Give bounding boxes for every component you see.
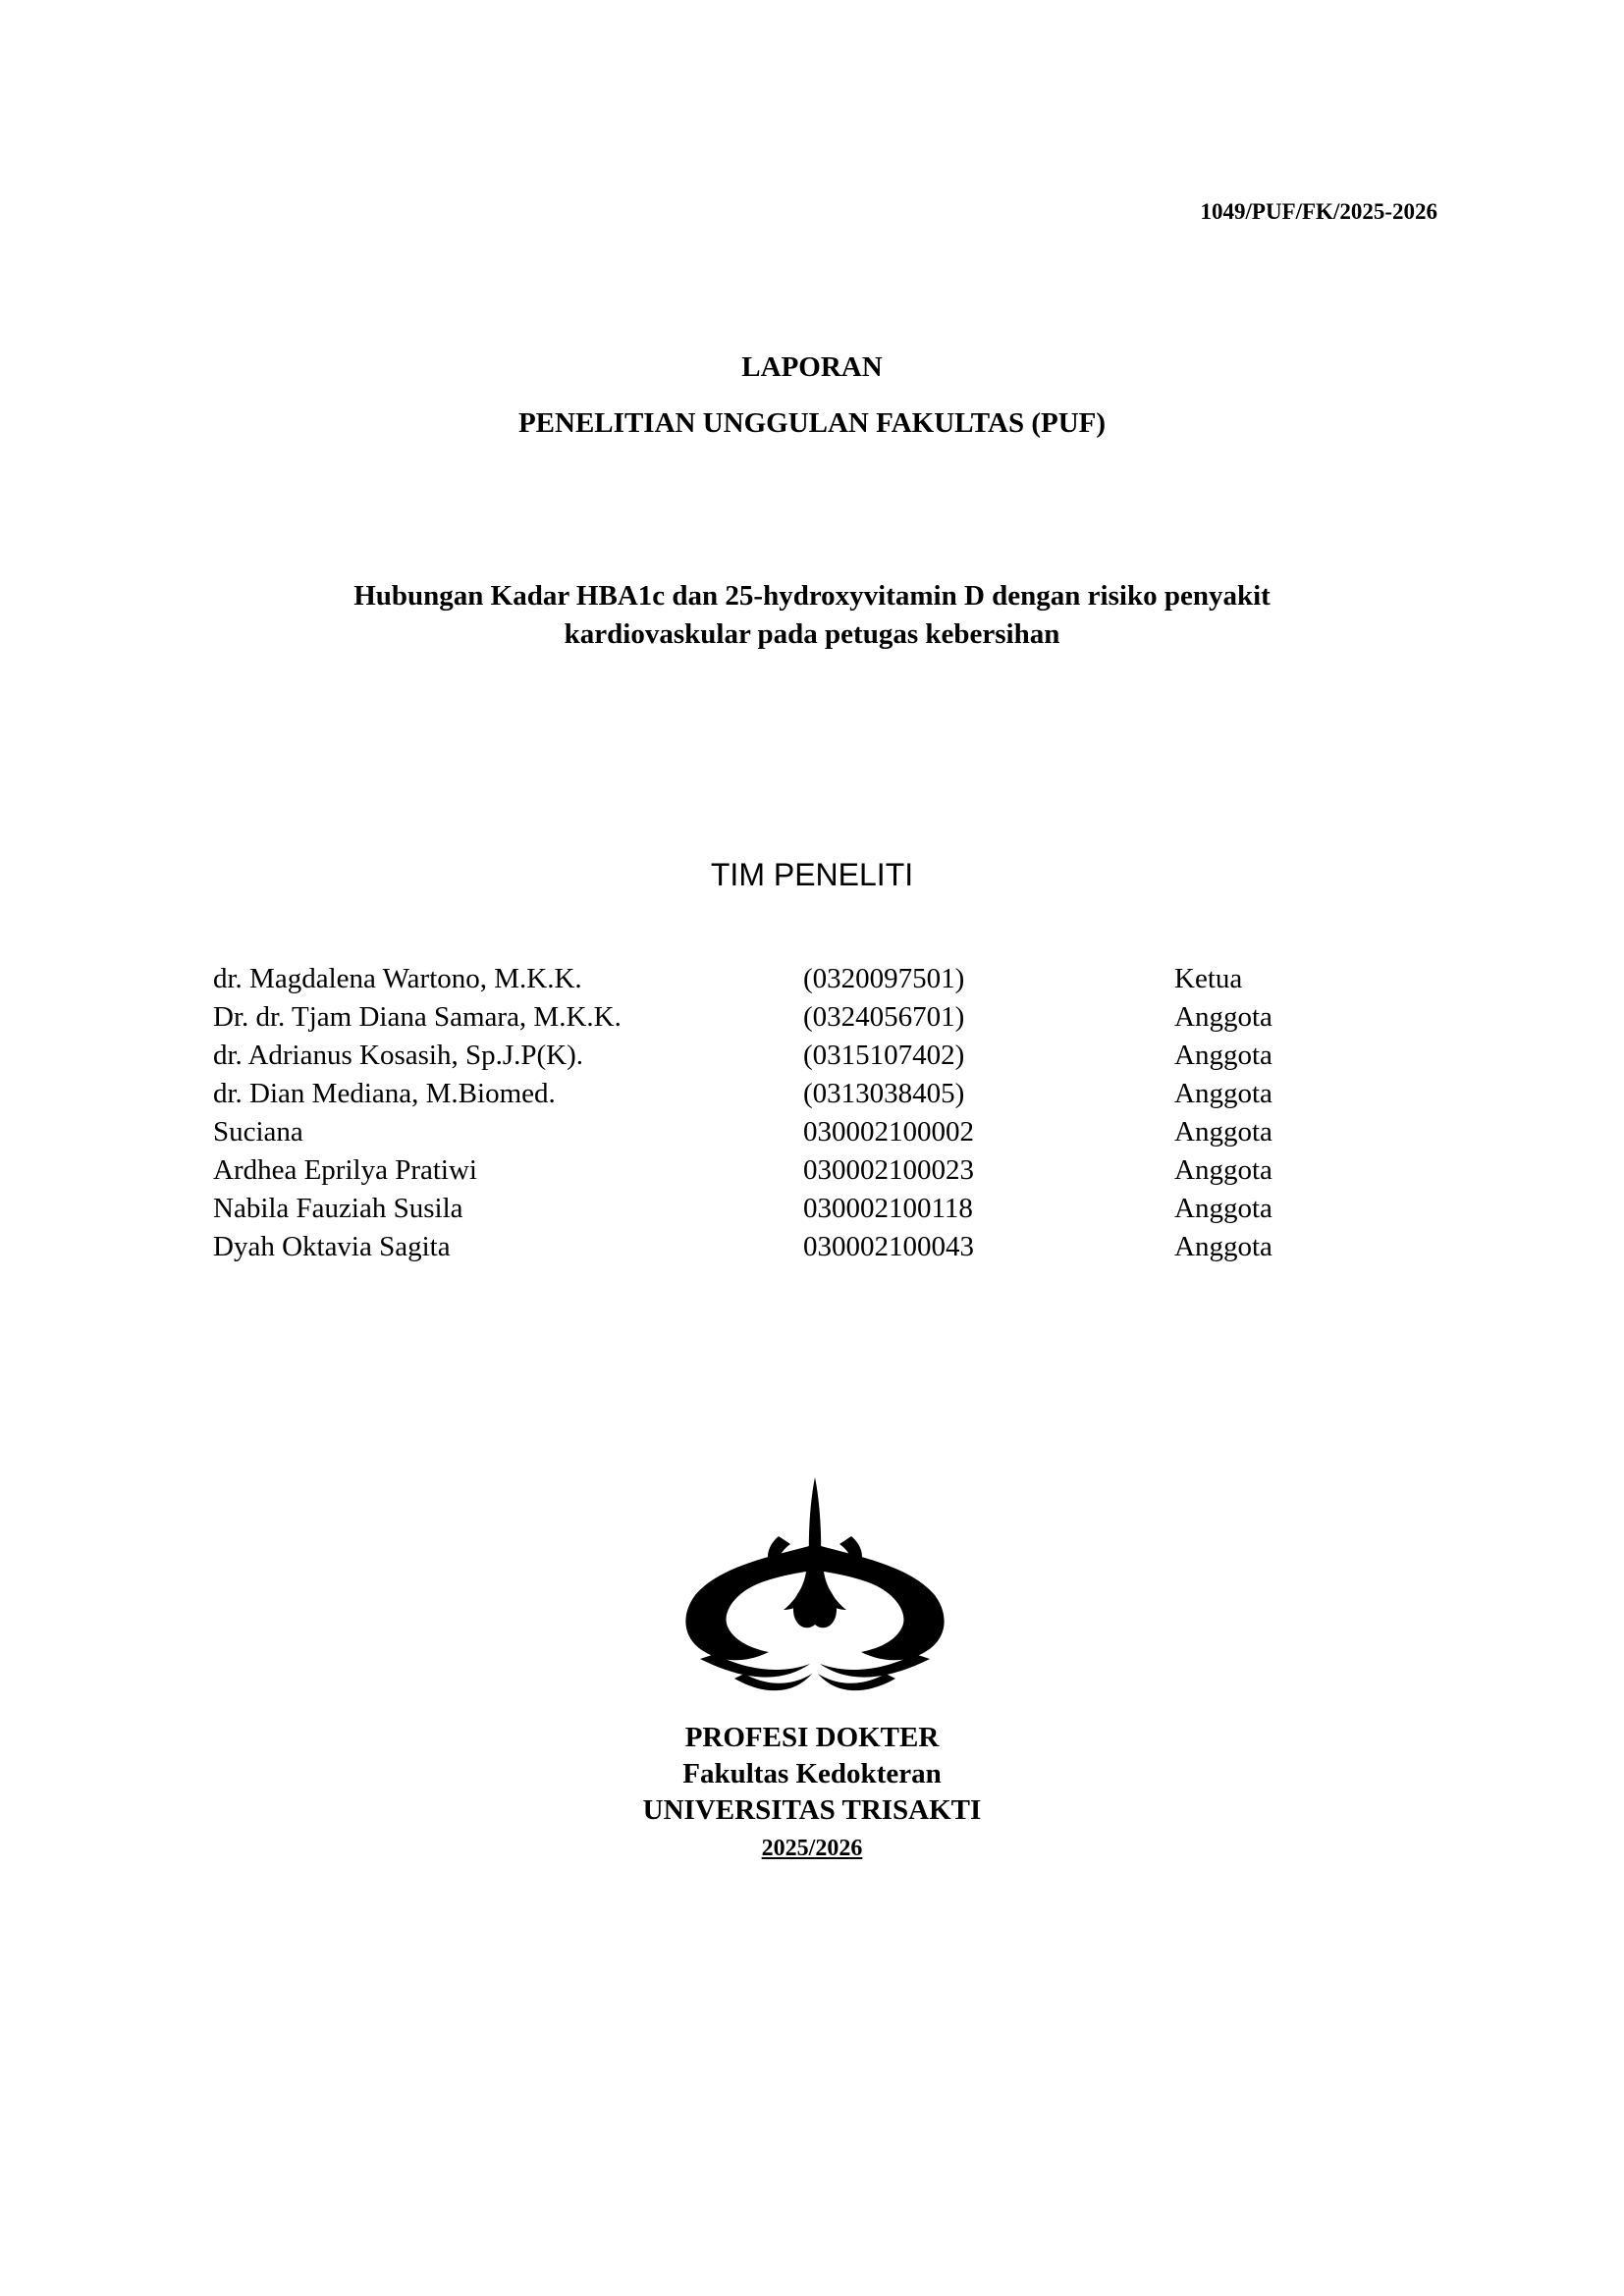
member-id: (0324056701) (803, 1001, 965, 1033)
team-member-row (213, 1037, 1342, 1075)
report-title: LAPORAN (741, 351, 883, 383)
team-member-row (213, 1228, 1342, 1266)
university-name: UNIVERSITAS TRISAKTI (642, 1794, 982, 1826)
member-name: dr. Dian Mediana, M.Biomed. (213, 1078, 556, 1109)
member-role: Anggota (1174, 1001, 1272, 1033)
faculty-name: Fakultas Kedokteran (682, 1758, 942, 1789)
member-name: Nabila Fauziah Susila (213, 1193, 463, 1224)
member-role: Anggota (1174, 1154, 1272, 1186)
research-title-line-1: Hubungan Kadar HBA1c dan 25-hydroxyvitamin D dengan risiko penyakit (353, 580, 1271, 612)
team-member-row (213, 1075, 1342, 1113)
member-role: Anggota (1174, 1116, 1272, 1148)
member-id: (0313038405) (803, 1078, 965, 1109)
member-name: Suciana (213, 1116, 303, 1148)
document-number: 1049/PUF/FK/2025-2026 (1200, 199, 1437, 224)
member-id: 030002100023 (803, 1154, 974, 1186)
member-id: 030002100118 (803, 1193, 973, 1224)
member-role: Anggota (1174, 1193, 1272, 1224)
program-name: PROFESI DOKTER (684, 1722, 940, 1753)
team-member-row (213, 1190, 1342, 1228)
member-id: (0315107402) (803, 1040, 965, 1071)
trisakti-university-emblem-icon (680, 1477, 950, 1695)
footer (0, 1720, 1624, 1865)
member-role: Anggota (1174, 1231, 1272, 1262)
member-name: Dyah Oktavia Sagita (213, 1231, 451, 1262)
team-heading: TIM PENELITI (710, 857, 914, 892)
team-table (213, 960, 1342, 1266)
member-id: 030002100002 (803, 1116, 974, 1148)
research-title (223, 577, 1401, 654)
team-member-row (213, 1113, 1342, 1151)
member-role: Anggota (1174, 1078, 1272, 1109)
member-id: (0320097501) (803, 963, 965, 994)
team-member-row (213, 1151, 1342, 1190)
member-name: dr. Magdalena Wartono, M.K.K. (213, 963, 582, 994)
team-member-row (213, 960, 1342, 998)
academic-year: 2025/2026 (761, 1836, 863, 1861)
member-role: Anggota (1174, 1040, 1272, 1071)
team-member-row (213, 998, 1342, 1037)
member-role: Ketua (1174, 963, 1243, 994)
research-title-line-2: kardiovaskular pada petugas kebersihan (564, 618, 1060, 650)
member-id: 030002100043 (803, 1231, 974, 1262)
member-name: Ardhea Eprilya Pratiwi (213, 1154, 477, 1186)
member-name: dr. Adrianus Kosasih, Sp.J.P(K). (213, 1040, 584, 1071)
member-name: Dr. dr. Tjam Diana Samara, M.K.K. (213, 1001, 622, 1033)
report-subtitle: PENELITIAN UNGGULAN FAKULTAS (PUF) (517, 407, 1107, 439)
